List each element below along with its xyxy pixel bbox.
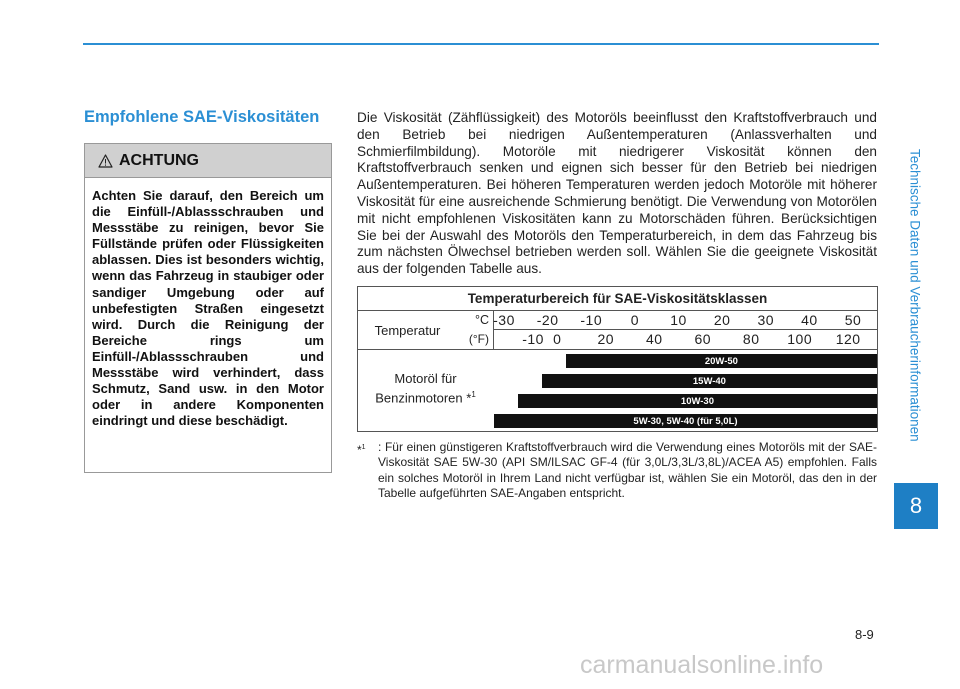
oil-grade-bar: 10W-30 xyxy=(518,394,877,408)
oil-grade-bar: 15W-40 xyxy=(542,374,877,388)
engine-oil-footnote-ref: 1 xyxy=(471,390,476,399)
fahrenheit-unit: (°F) xyxy=(468,332,489,346)
celsius-tick: 10 xyxy=(670,312,687,328)
table-divider xyxy=(493,329,877,330)
fahrenheit-tick: 40 xyxy=(645,331,663,347)
temperature-label: Temperatur xyxy=(374,322,441,338)
celsius-unit: °C xyxy=(474,313,489,327)
warning-triangle-icon xyxy=(98,154,113,168)
fahrenheit-tick: 60 xyxy=(694,331,712,347)
engine-oil-label-line1: Motoröl für xyxy=(394,371,457,386)
engine-oil-label xyxy=(358,371,493,406)
fahrenheit-tick: 80 xyxy=(742,331,760,347)
fahrenheit-tick: -10 xyxy=(522,331,544,347)
fahrenheit-tick: 0 xyxy=(553,331,562,347)
fahrenheit-tick: 120 xyxy=(835,331,861,347)
chapter-side-title-text: Technische Daten und Verbraucherinformationen xyxy=(907,148,923,442)
oil-grade-bar: 20W-50 xyxy=(566,354,877,368)
celsius-tick: 40 xyxy=(801,312,818,328)
warning-box xyxy=(84,143,332,473)
celsius-tick: 50 xyxy=(844,312,862,328)
chapter-number: 8 xyxy=(909,493,923,518)
warning-body: Achten Sie darauf, den Bereich um die Einfüll-/Ablassschrauben und Messstäbe zu reinigen, bevor Sie Füllstände prüfen oder Flüssigkeiten ablassen. Dies ist besonders wichtig, wenn das Fahrzeug in staubiger oder sandiger Umgebung oder auf unbefestigten Straßen eingesetzt wird. Durch die Reinigung der Bereiche rings um Einfüll-/Ablassschrauben und Messstäbe wird verhindert, dass Schmutz, Sand usw. in den Motor oder in andere Komponenten eindringt und diese beschädigt. xyxy=(92,188,324,429)
section-heading: Empfohlene SAE-Viskositäten xyxy=(84,108,320,126)
viscosity-table xyxy=(357,286,878,432)
fahrenheit-tick: 20 xyxy=(597,331,615,347)
celsius-tick: 20 xyxy=(713,312,731,328)
oil-grade-bar: 5W-30, 5W-40 (für 5,0L) xyxy=(494,414,877,428)
celsius-tick: -10 xyxy=(580,312,603,328)
warning-header xyxy=(85,144,331,178)
intro-paragraph: Die Viskosität (Zähflüssigkeit) des Motoröls beeinflusst den Kraftstoffverbrauch und den Betrieb bei niedrigen Außentemperaturen (Anlassverhalten und Schmierfilmbildung). Motoröle mit niedrigerer Viskosität können den Kraftstoffverbrauch senken und eignen sich besser für den Betrieb bei niedrigen Außentemperaturen. Bei höheren Temperaturen werden jedoch Motoröle mit höherer Viskosität für eine ausreichende Schmierung benötigt. Die Verwendung von Motorölen mit nicht empfohlenen Viskositäten kann zu Motorschäden führen. Berücksichtigen Sie bei der Auswahl des Motoröls den Temperaturbereich, in dem das Fahrzeug bis zum nächsten Ölwechsel betrieben werden soll. Wählen Sie die geeignete Viskosität aus der folgenden Tabelle aus. xyxy=(357,110,877,277)
celsius-tick: 30 xyxy=(757,312,775,328)
chapter-number-badge xyxy=(894,483,938,529)
footnote xyxy=(357,440,877,502)
header-rule xyxy=(83,43,879,45)
celsius-tick: 0 xyxy=(630,312,640,328)
engine-oil-label-line2: Benzinmotoren * xyxy=(375,390,472,406)
viscosity-table-title: Temperaturbereich für SAE-Viskositätsklassen xyxy=(358,287,877,311)
footnote-marker: *$^1$ xyxy=(357,443,366,457)
celsius-tick: -30 xyxy=(493,312,515,328)
warning-title: ACHTUNG xyxy=(119,151,199,169)
page-number: 8-9 xyxy=(855,627,874,642)
footnote-text: : Für einen günstigeren Kraftstoffverbrauch wird die Verwendung eines Motoröls mit der SAE-Viskosität SAE 5W-30 (API SM/ILSAC GF-4 (für 3,0L/3,3L/3,8L)/ACEA A5) empfohlen. Falls ein solches Motoröl in Ihrem Land nicht verfügbar ist, wählen Sie ein Motoröl, das den in der Tabelle aufgeführten SAE-Angaben entspricht. xyxy=(378,440,877,501)
watermark: carmanualsonline.info xyxy=(580,651,824,679)
table-divider xyxy=(358,349,877,350)
celsius-tick: -20 xyxy=(536,312,559,328)
fahrenheit-tick: 100 xyxy=(787,331,813,347)
chapter-side-title xyxy=(898,105,932,485)
